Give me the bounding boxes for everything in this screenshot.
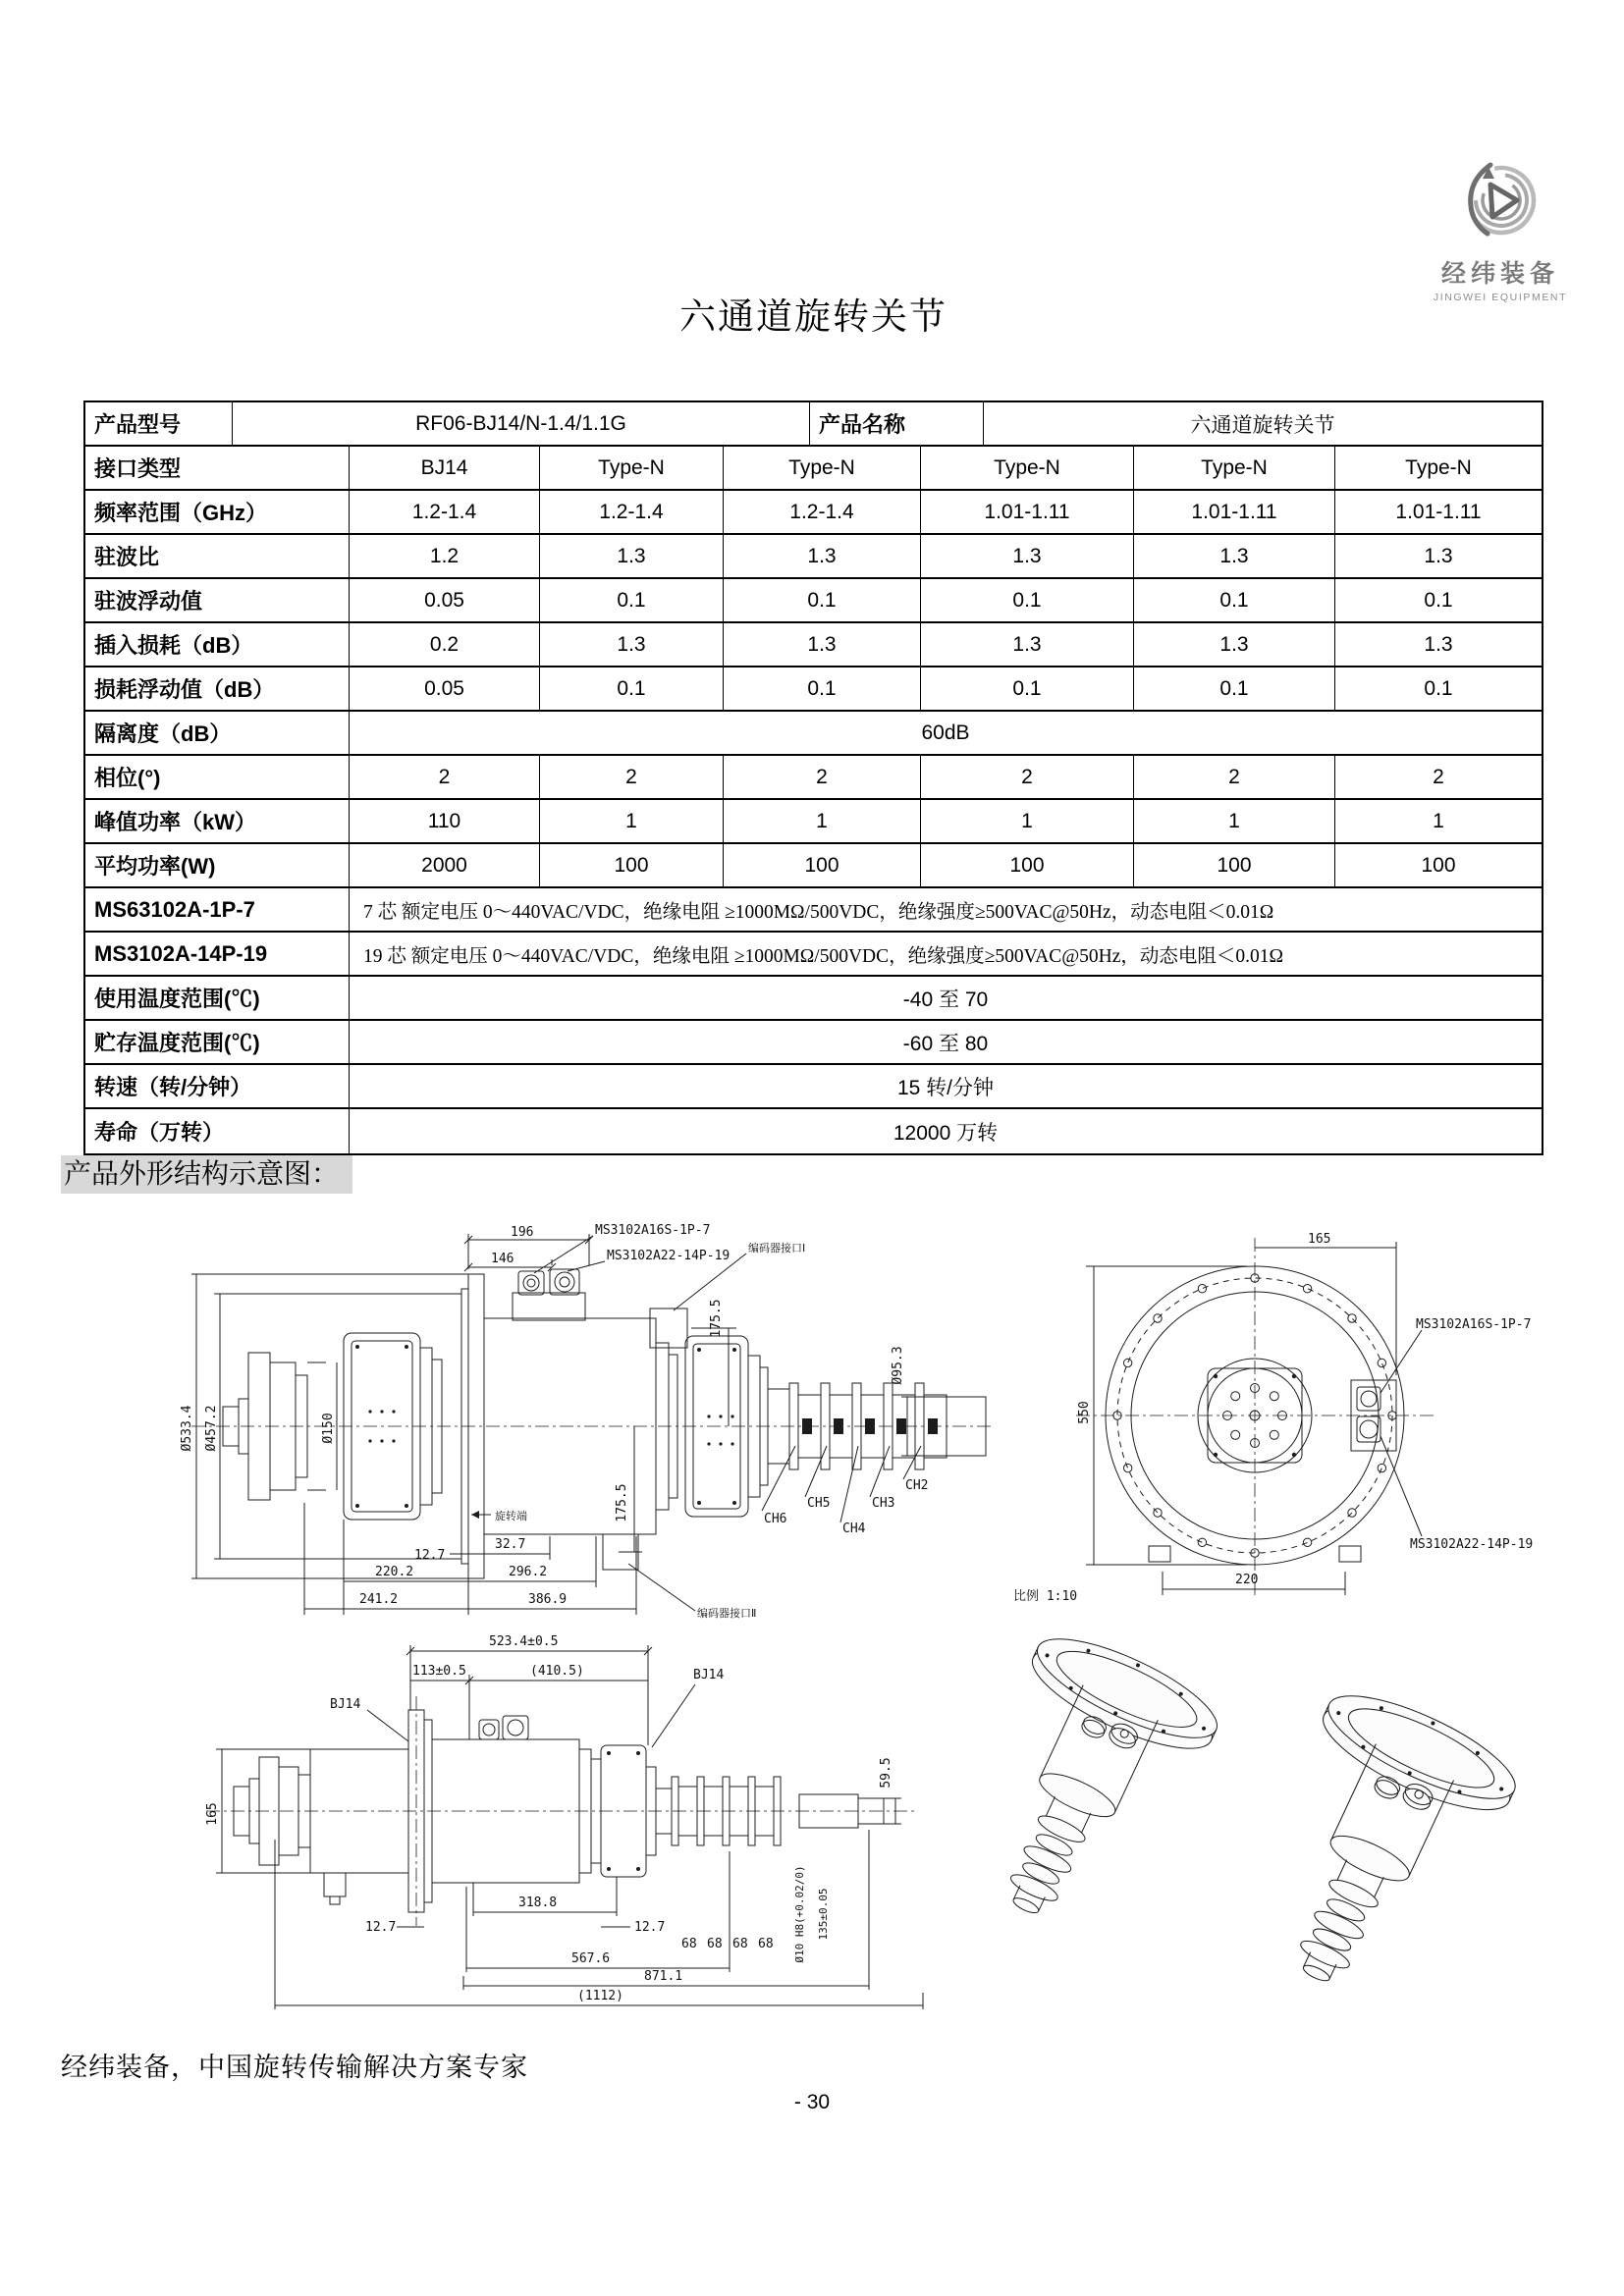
spec-value: 0.05 bbox=[350, 667, 540, 710]
spec-value: 1.3 bbox=[921, 623, 1134, 666]
spec-label: 平均功率(W) bbox=[85, 844, 350, 886]
spec-value: 1.2-1.4 bbox=[724, 491, 921, 533]
dim-12-7a: 12.7 bbox=[365, 1920, 397, 1935]
spec-value: 100 bbox=[724, 844, 921, 886]
spec-row bbox=[85, 1065, 1542, 1109]
dim-12-7: 12.7 bbox=[414, 1548, 446, 1563]
dim-175-top: 175.5 bbox=[709, 1299, 724, 1338]
spec-span-value: 15 转/分钟 bbox=[896, 1076, 995, 1099]
spec-label-product-model: 产品型号 bbox=[85, 402, 233, 445]
dim-68c: 68 bbox=[732, 1937, 748, 1951]
spec-value: 1.3 bbox=[724, 535, 921, 577]
spec-value: 0.1 bbox=[921, 579, 1134, 621]
spec-value: 2 bbox=[921, 756, 1134, 798]
dim-165: 165 bbox=[205, 1802, 220, 1826]
spec-value-product-model: RF06-BJ14/N-1.4/1.1G bbox=[233, 402, 810, 445]
dim-68b: 68 bbox=[707, 1937, 723, 1951]
spec-value: 1.2-1.4 bbox=[540, 491, 724, 533]
drawing-outline-view bbox=[187, 1620, 952, 2022]
label-encoder1: 编码器接口Ⅰ bbox=[748, 1242, 806, 1255]
dim-567: 567.6 bbox=[571, 1951, 611, 1966]
dim-135: 135±0.05 bbox=[817, 1888, 830, 1941]
spec-label: 寿命（万转） bbox=[85, 1109, 350, 1153]
spec-row bbox=[85, 756, 1542, 800]
spec-value: 1.3 bbox=[724, 623, 921, 666]
dim-871: 871.1 bbox=[644, 1969, 683, 1984]
spec-label: 频率范围（GHz） bbox=[85, 491, 350, 533]
dim-dia-95: Ø95.3 bbox=[891, 1346, 905, 1385]
spec-label-product-name: 产品名称 bbox=[810, 402, 984, 445]
spec-row bbox=[85, 800, 1542, 844]
spec-span-value: 19 芯 额定电压 0～440VAC/VDC，绝缘电阻 ≥1000MΩ/500VDC，绝缘强度≥500VAC@50Hz，动态电阻＜0.01Ω bbox=[363, 945, 1284, 967]
section-heading-structure-diagram: 产品外形结构示意图： bbox=[61, 1155, 352, 1194]
label-conn2: MS3102A22-14P-19 bbox=[607, 1249, 731, 1263]
spec-value: 0.1 bbox=[1424, 588, 1453, 612]
label-ch6: CH6 bbox=[764, 1512, 787, 1526]
spec-label: 损耗浮动值（dB） bbox=[85, 667, 350, 710]
spec-value: 2 bbox=[350, 756, 540, 798]
spec-label: 隔离度（dB） bbox=[85, 712, 350, 754]
section-heading-wrap bbox=[61, 1152, 352, 1192]
spec-value: 1.2-1.4 bbox=[350, 491, 540, 533]
company-logo bbox=[1412, 159, 1589, 303]
spec-span-value: 60dB bbox=[921, 721, 970, 744]
spec-span-value: 12000 万转 bbox=[893, 1121, 999, 1145]
spec-value: 2000 bbox=[350, 844, 540, 886]
spec-value: 2 bbox=[1433, 765, 1444, 788]
dim-32-7: 32.7 bbox=[495, 1537, 526, 1552]
dim-523: 523.4±0.5 bbox=[489, 1634, 559, 1649]
spec-value: 1.3 bbox=[540, 535, 724, 577]
spec-span-value: -60 至 80 bbox=[902, 1032, 989, 1055]
spec-value: 1 bbox=[724, 800, 921, 842]
label-conn1: MS3102A16S-1P-7 bbox=[1416, 1317, 1532, 1332]
dim-196: 196 bbox=[511, 1225, 534, 1240]
label-ch4: CH4 bbox=[842, 1522, 866, 1536]
spec-value: Type-N bbox=[1405, 455, 1472, 479]
spec-row bbox=[85, 933, 1542, 977]
spec-value: 1 bbox=[921, 800, 1134, 842]
spec-row bbox=[85, 844, 1542, 888]
spec-label: 驻波比 bbox=[85, 535, 350, 577]
drawing-iso-views bbox=[962, 1561, 1591, 1993]
spec-value: 110 bbox=[350, 800, 540, 842]
spec-value: 0.1 bbox=[1424, 676, 1453, 700]
spec-row bbox=[85, 579, 1542, 623]
spec-value: 1 bbox=[1433, 809, 1444, 832]
label-conn2: MS3102A22-14P-19 bbox=[1410, 1537, 1534, 1552]
dim-1112: (1112) bbox=[577, 1989, 623, 2003]
spec-row-product bbox=[85, 402, 1542, 447]
dim-59-5: 59.5 bbox=[879, 1757, 893, 1789]
spec-row bbox=[85, 667, 1542, 712]
spec-value: 1.2 bbox=[350, 535, 540, 577]
spec-value: 0.1 bbox=[1134, 579, 1335, 621]
spec-row bbox=[85, 977, 1542, 1021]
spec-span-value: -40 至 70 bbox=[902, 988, 989, 1011]
spec-label: 峰值功率（kW） bbox=[85, 800, 350, 842]
dim-dia-533: Ø533.4 bbox=[180, 1405, 194, 1452]
dim-68a: 68 bbox=[681, 1937, 697, 1951]
spec-value: 1.01-1.11 bbox=[1395, 500, 1482, 523]
label-encoder2: 编码器接口Ⅱ bbox=[697, 1607, 757, 1620]
spec-label: 相位(°) bbox=[85, 756, 350, 798]
label-bj14-right: BJ14 bbox=[693, 1668, 725, 1682]
spec-value: 1.3 bbox=[1134, 623, 1335, 666]
iso-view-1 bbox=[962, 1621, 1228, 1951]
spec-value: 1 bbox=[540, 800, 724, 842]
drawing-side-section-view bbox=[167, 1220, 1001, 1632]
spec-value: 2 bbox=[1134, 756, 1335, 798]
spec-label: 贮存温度范围(℃) bbox=[85, 1021, 350, 1063]
logo-company-name-en: JINGWEI EQUIPMENT bbox=[1433, 292, 1568, 303]
spec-label: 转速（转/分钟） bbox=[85, 1065, 350, 1107]
dim-220: 220 bbox=[1235, 1573, 1259, 1587]
dim-12-7b: 12.7 bbox=[634, 1920, 666, 1935]
spec-row bbox=[85, 623, 1542, 667]
dim-68d: 68 bbox=[758, 1937, 774, 1951]
label-scale: 比例 1:10 bbox=[1013, 1589, 1078, 1604]
iso-view-2 bbox=[1221, 1677, 1527, 1993]
spec-value: 0.05 bbox=[350, 579, 540, 621]
drawing-front-view bbox=[1060, 1220, 1551, 1613]
dim-146: 146 bbox=[491, 1252, 514, 1266]
dim-220-2: 220.2 bbox=[375, 1565, 414, 1579]
label-conn1: MS3102A16S-1P-7 bbox=[595, 1223, 711, 1238]
spec-value: 1.01-1.11 bbox=[1134, 491, 1335, 533]
spec-value: 0.1 bbox=[724, 667, 921, 710]
spec-value: 1.3 bbox=[921, 535, 1134, 577]
spec-row bbox=[85, 491, 1542, 535]
dim-165: 165 bbox=[1308, 1232, 1331, 1247]
dim-113: 113±0.5 bbox=[412, 1664, 466, 1679]
spec-value: Type-N bbox=[724, 447, 921, 489]
spec-value: 100 bbox=[1134, 844, 1335, 886]
spec-value: 100 bbox=[1421, 853, 1456, 877]
label-ch5: CH5 bbox=[807, 1496, 831, 1511]
spec-value: Type-N bbox=[540, 447, 724, 489]
logo-company-name: 经纬装备 bbox=[1440, 260, 1559, 288]
dim-386-9: 386.9 bbox=[528, 1592, 568, 1607]
spec-table bbox=[83, 400, 1543, 1155]
spec-value: Type-N bbox=[921, 447, 1134, 489]
spec-row bbox=[85, 712, 1542, 756]
spec-value: 2 bbox=[724, 756, 921, 798]
spec-table-rows bbox=[85, 447, 1542, 1153]
label-ch2: CH2 bbox=[905, 1478, 929, 1493]
spec-value: BJ14 bbox=[350, 447, 540, 489]
spec-value: 0.2 bbox=[350, 623, 540, 666]
spec-value: 100 bbox=[921, 844, 1134, 886]
spec-value: 1.3 bbox=[540, 623, 724, 666]
footer-slogan: 经纬装备，中国旋转传输解决方案专家 bbox=[61, 2053, 528, 2082]
spec-row bbox=[85, 535, 1542, 579]
spec-value: 1.01-1.11 bbox=[921, 491, 1134, 533]
spec-row bbox=[85, 447, 1542, 491]
spec-label: 插入损耗（dB） bbox=[85, 623, 350, 666]
spec-value: Type-N bbox=[1134, 447, 1335, 489]
spec-row bbox=[85, 1109, 1542, 1153]
label-ch3: CH3 bbox=[872, 1496, 895, 1511]
spec-label: 驻波浮动值 bbox=[85, 579, 350, 621]
spec-value: 0.1 bbox=[724, 579, 921, 621]
dimensions bbox=[1086, 1242, 1422, 1595]
spec-value: 100 bbox=[540, 844, 724, 886]
label-bj14-left: BJ14 bbox=[330, 1697, 361, 1712]
spec-row bbox=[85, 1021, 1542, 1065]
spec-row bbox=[85, 888, 1542, 933]
dim-241-2: 241.2 bbox=[359, 1592, 399, 1607]
spec-label: MS3102A-14P-19 bbox=[85, 933, 350, 975]
dim-318: 318.8 bbox=[518, 1896, 558, 1910]
spec-value: 0.1 bbox=[540, 667, 724, 710]
logo-icon bbox=[1455, 159, 1545, 247]
spec-value: 1 bbox=[1134, 800, 1335, 842]
dim-175-bottom: 175.5 bbox=[615, 1483, 629, 1522]
spec-label: MS63102A-1P-7 bbox=[85, 888, 350, 931]
spec-value: 0.1 bbox=[540, 579, 724, 621]
spec-value: 1.3 bbox=[1424, 632, 1453, 656]
spec-value: 0.1 bbox=[921, 667, 1134, 710]
dim-296-2: 296.2 bbox=[509, 1565, 548, 1579]
dim-dia-10: Ø10 H8(+0.02/0) bbox=[793, 1865, 806, 1963]
spec-value: 2 bbox=[540, 756, 724, 798]
dim-dia-457: Ø457.2 bbox=[204, 1405, 219, 1452]
page-title: 六通道旋转关节 bbox=[679, 296, 947, 337]
spec-value: 0.1 bbox=[1134, 667, 1335, 710]
spec-value: 1.3 bbox=[1134, 535, 1335, 577]
dim-410: (410.5) bbox=[530, 1664, 584, 1679]
page-number: - 30 bbox=[793, 2091, 831, 2113]
label-rotor: 旋转端 bbox=[495, 1510, 527, 1522]
dim-550: 550 bbox=[1077, 1401, 1092, 1424]
spec-label: 接口类型 bbox=[85, 447, 350, 489]
dim-dia-150: Ø150 bbox=[321, 1413, 336, 1444]
spec-label: 使用温度范围(℃) bbox=[85, 977, 350, 1019]
spec-value-product-name: 六通道旋转关节 bbox=[1190, 412, 1335, 437]
spec-value: 1.3 bbox=[1424, 544, 1453, 567]
spec-span-value: 7 芯 额定电压 0～440VAC/VDC，绝缘电阻 ≥1000MΩ/500VDC，绝缘强度≥500VAC@50Hz，动态电阻＜0.01Ω bbox=[363, 901, 1274, 923]
